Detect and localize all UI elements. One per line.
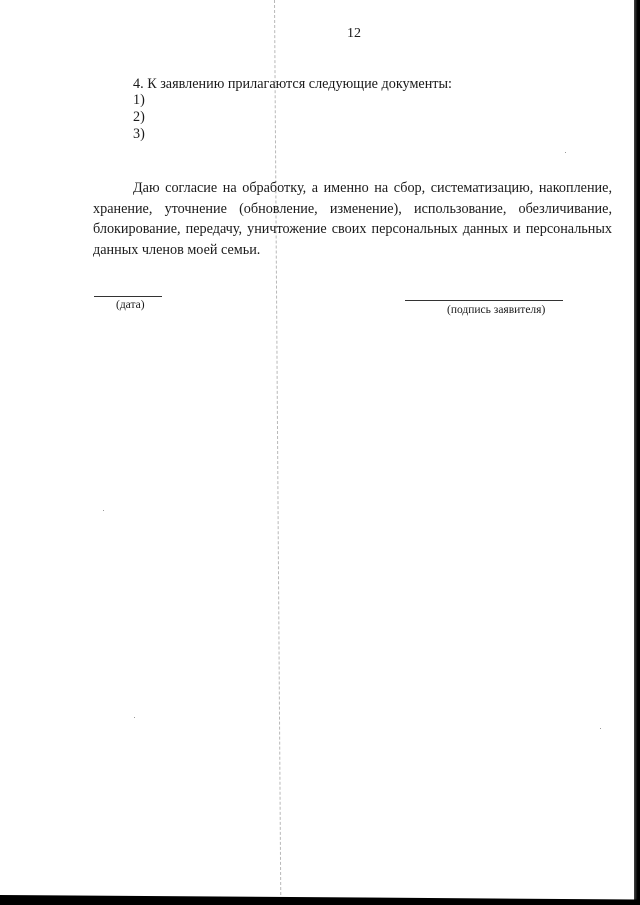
attachments-list: [133, 92, 145, 143]
consent-paragraph: Даю согласие на обработку, а именно на сбор, систематизацию, накопление, хранение, уточнение (обновление, изменение), использование, обезличивание, блокирование, передачу, уничтожение своих персональных данных и персональных данных членов моей семьи.: [93, 180, 612, 258]
attachments-heading: 4. К заявлению прилагаются следующие документы:: [133, 76, 452, 92]
scan-fold-line: [274, 0, 281, 895]
signature-caption: (подпись заявителя): [447, 304, 546, 316]
scan-speck: [565, 152, 566, 153]
scan-right-edge: [634, 0, 640, 905]
scan-bottom-edge: [0, 895, 640, 905]
attachment-item: 2): [133, 109, 145, 125]
date-caption: (дата): [116, 299, 145, 311]
scan-speck: [103, 510, 104, 511]
attachment-item: 1): [133, 92, 145, 108]
scan-speck: [600, 728, 601, 729]
page-number: 12: [347, 26, 361, 41]
attachment-item: 3): [133, 126, 145, 142]
date-line: [94, 296, 162, 297]
signature-line: [405, 300, 563, 301]
scan-speck: [134, 717, 135, 718]
